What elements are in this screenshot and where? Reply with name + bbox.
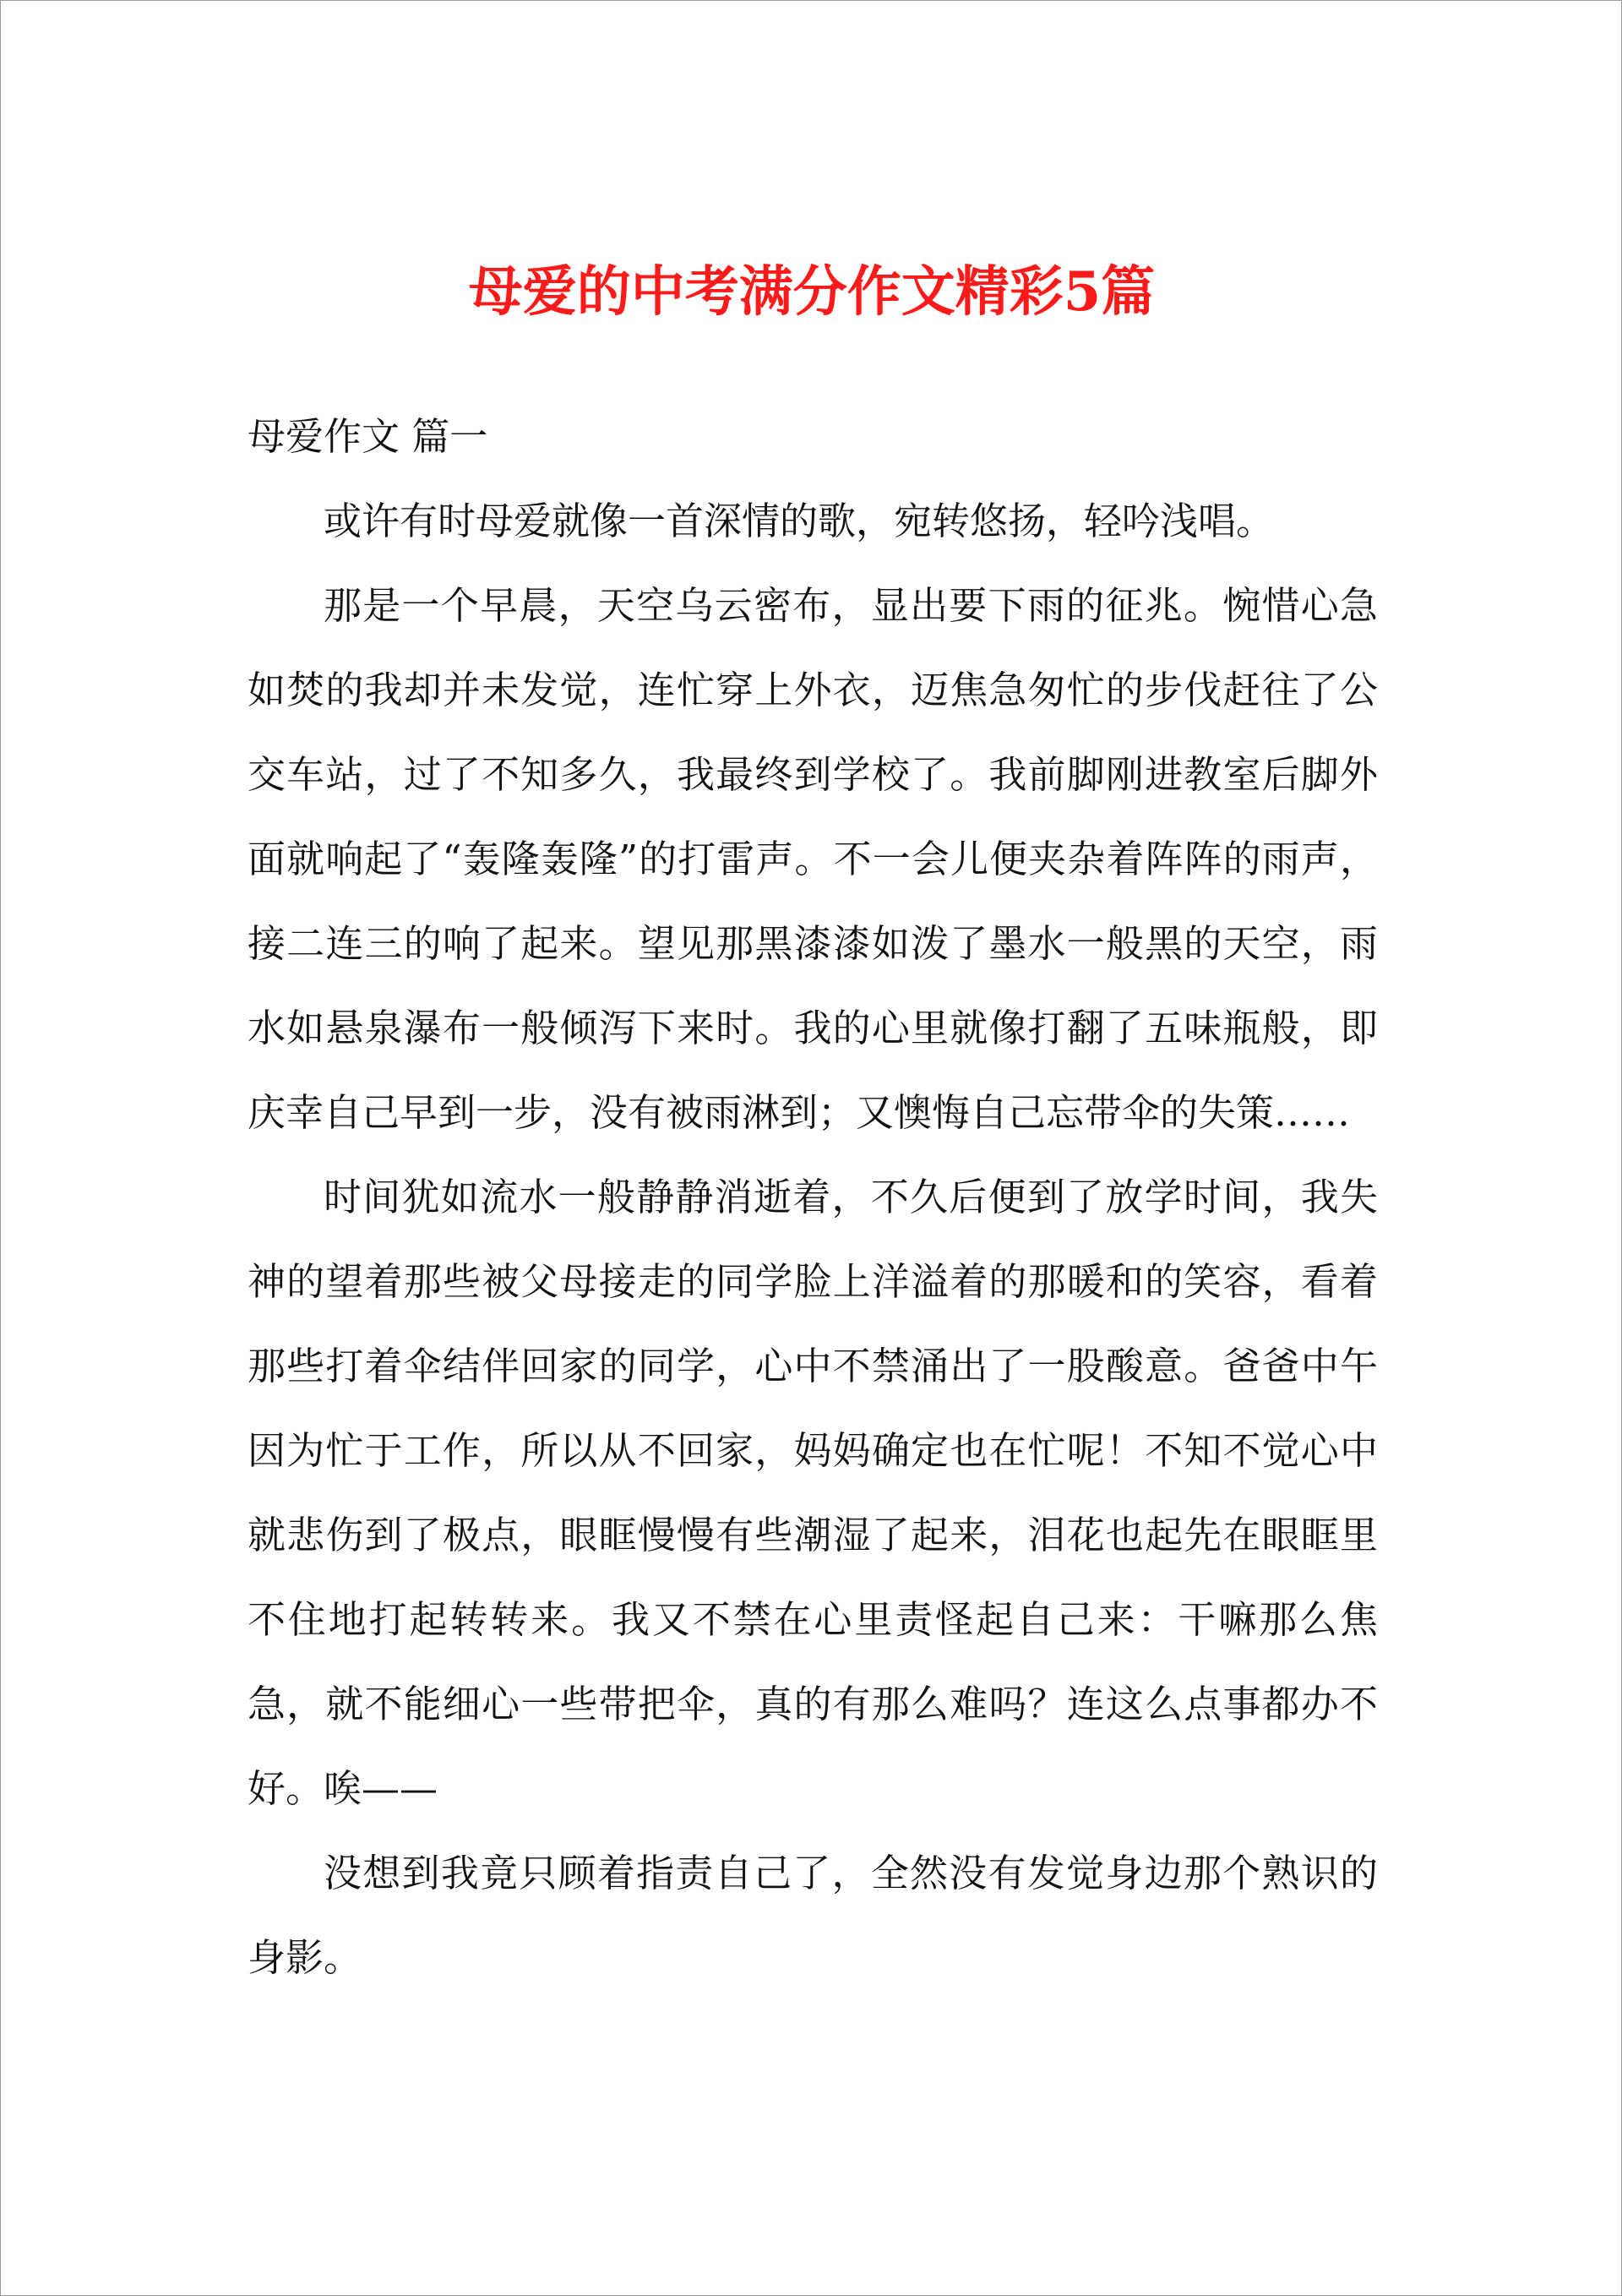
paragraph-4: 没想到我竟只顾着指责自己了，全然没有发觉身边那个熟识的身影。 (248, 1851, 1378, 1980)
paragraph-2: 那是一个早晨，天空乌云密布，显出要下雨的征兆。惋惜心急如焚的我却并未发觉，连忙穿上外衣，迈焦急匆忙的步伐赶往了公交车站，过了不知多久，我最终到学校了。我前脚刚进教室后脚外面就响起了“轰隆轰隆”的打雷声。不一会儿便夹杂着阵阵的雨声，接二连三的响了起来。望见那黑漆漆如泼了墨水一般黑的天空，雨水如悬泉瀑布一般倾泻下来时。我的心里就像打翻了五味瓶般，即庆幸自己早到一步，没有被雨淋到；又懊悔自己忘带伞的失策…… (248, 583, 1378, 1135)
paragraph-1: 或许有时母爱就像一首深情的歌，宛转悠扬，轻吟浅唱。 (324, 499, 1275, 543)
paragraph-3: 时间犹如流水一般静静消逝着，不久后便到了放学时间，我失神的望着那些被父母接走的同学脸上洋溢着的那暖和的笑容，看着那些打着伞结伴回家的同学，心中不禁涌出了一股酸意。爸爸中午因为忙于工作，所以从不回家，妈妈确定也在忙呢！不知不觉心中就悲伤到了极点，眼眶慢慢有些潮湿了起来，泪花也起先在眼眶里不住地打起转转来。我又不禁在心里责怪起自己来：干嘛那么焦急，就不能细心一些带把伞，真的有那么难吗？连这么点事都办不好。唉—— (248, 1175, 1378, 1811)
section-heading: 母爱作文 篇一 (248, 414, 488, 459)
document-body (248, 395, 1378, 2000)
document-title: 母爱的中考满分作文精彩5篇 (468, 260, 1156, 324)
